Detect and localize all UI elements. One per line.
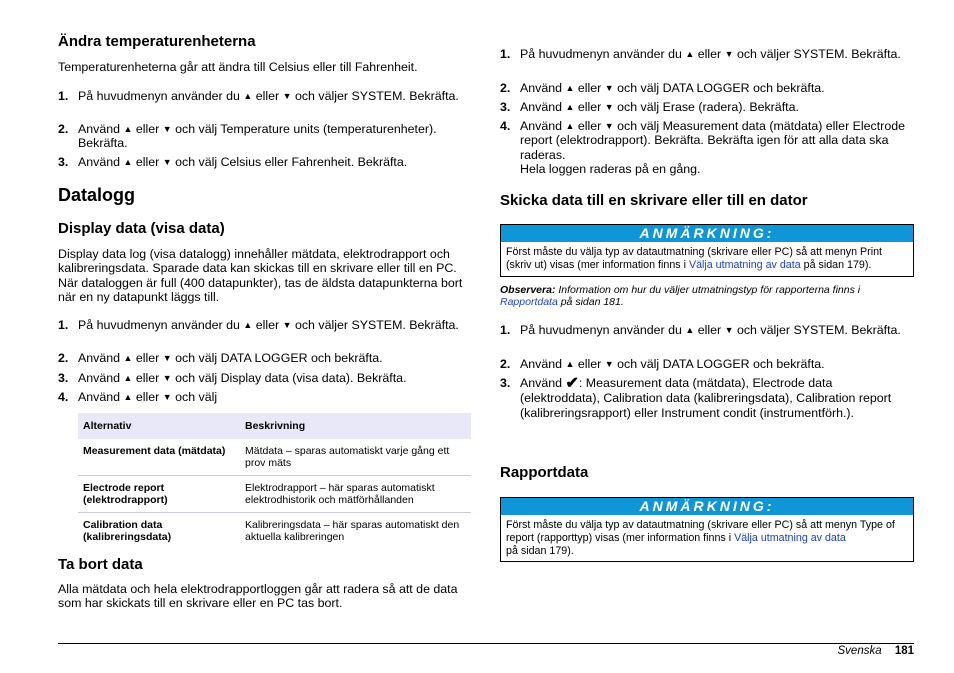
- table-header: Beskrivning: [240, 413, 471, 439]
- delete-text: Alla mätdata och hela elektrodrapportloggen går att radera så att de data som har skickats till en skrivare eller en PC tas bort.: [58, 582, 458, 611]
- page-number: 181: [894, 645, 914, 657]
- note-title: ANMÄRKNING:: [501, 498, 913, 515]
- arrow-down-icon: ▼: [162, 157, 172, 167]
- arrow-up-icon: ▲: [565, 102, 575, 112]
- table-row: Calibration data (kalibreringsdata) Kalibreringsdata – här sparas automatiskt den aktuella kalibreringen: [78, 513, 471, 550]
- arrow-up-icon: ▲: [243, 320, 253, 330]
- note-box: [500, 497, 914, 562]
- note-text: Först måste du välja typ av datautmatning (skrivare eller PC) så att menyn Type of report (rapporttyp) visas (mer information finns i Välja utmatning av data på sidan 179).: [506, 519, 895, 557]
- arrow-up-icon: ▲: [123, 392, 133, 402]
- arrow-up-icon: ▲: [685, 325, 695, 335]
- arrow-up-icon: ▲: [123, 124, 133, 134]
- arrow-up-icon: ▲: [243, 91, 253, 101]
- checkmark-icon: ✔: [565, 375, 579, 392]
- table-header: Alternativ: [78, 413, 240, 439]
- display-intro: Display data log (visa datalogg) innehåller mätdata, elektrodrapport och kalibreringsdata. Sparade data kan skickas till en skrivare eller till en PC. När dataloggen är full (400 datapunkter), tas de äldsta datapunkterna bort när en ny datapunkt läggs till.: [58, 247, 463, 305]
- link-valja-utmatning[interactable]: Välja utmatning av data: [734, 531, 846, 544]
- arrow-up-icon: ▲: [565, 359, 575, 369]
- arrow-down-icon: ▼: [724, 49, 734, 59]
- arrow-down-icon: ▼: [604, 102, 614, 112]
- list-item: 1. På huvudmenyn använder du ▲ eller ▼ och väljer SYSTEM. Bekräfta.: [500, 323, 901, 337]
- list-item: 3. Använd ▲ eller ▼ och välj Erase (radera). Bekräfta.: [500, 100, 799, 114]
- arrow-up-icon: ▲: [123, 157, 133, 167]
- list-item: 1. På huvudmenyn använder du ▲ eller ▼ och väljer SYSTEM. Bekräfta.: [58, 89, 459, 103]
- arrow-down-icon: ▼: [162, 373, 172, 383]
- note-title: ANMÄRKNING:: [501, 225, 913, 242]
- arrow-down-icon: ▼: [604, 83, 614, 93]
- heading-report-data: Rapportdata: [500, 464, 589, 481]
- arrow-up-icon: ▲: [123, 373, 133, 383]
- note-text: Först måste du välja typ av datautmatning (skrivare eller PC) så att menyn Print (skriv ut) visas (mer information finns i Välja utmatning av data på sidan 179).: [506, 246, 882, 271]
- arrow-down-icon: ▼: [604, 359, 614, 369]
- link-rapportdata[interactable]: Rapportdata: [500, 296, 558, 309]
- footer-language: Svenska: [837, 645, 882, 657]
- arrow-up-icon: ▲: [565, 83, 575, 93]
- list-item: 1. På huvudmenyn använder du ▲ eller ▼ och väljer SYSTEM. Bekräfta.: [58, 318, 459, 332]
- table-row: Electrode report (elektrodrapport) Elektrodrapport – här sparas automatiskt elektrodhistorik och mätförhållanden: [78, 476, 471, 513]
- table-row: Measurement data (mätdata) Mätdata – sparas automatiskt varje gång ett prov mäts: [83, 445, 450, 469]
- footer: [838, 645, 915, 657]
- arrow-down-icon: ▼: [724, 325, 734, 335]
- list-item: 4. Använd ▲ eller ▼ och välj Measurement data (mätdata) eller Electrode report (elektrodrapport). Bekräfta. Bekräfta igen för att alla data ska raderas. Hela loggen raderas på en gång.: [500, 119, 905, 177]
- heading-datalogg: Datalogg: [58, 185, 136, 205]
- list-item: 2. Använd ▲ eller ▼ och välj Temperature units (temperaturenheter). Bekräfta.: [58, 122, 437, 151]
- arrow-up-icon: ▲: [565, 121, 575, 131]
- list-item: 3. Använd ▲ eller ▼ och välj Display data (visa data). Bekräfta.: [58, 371, 407, 385]
- list-item: 4. Använd ▲ eller ▼ och välj: [58, 390, 218, 404]
- arrow-down-icon: ▼: [162, 124, 172, 134]
- list-item: 1. På huvudmenyn använder du ▲ eller ▼ och väljer SYSTEM. Bekräfta.: [500, 47, 901, 61]
- list-item: 2. Använd ▲ eller ▼ och välj DATA LOGGER och bekräfta.: [58, 351, 383, 365]
- arrow-down-icon: ▼: [282, 320, 292, 330]
- arrow-down-icon: ▼: [282, 91, 292, 101]
- temperature-intro: Temperaturenheterna går att ändra till Celsius eller till Fahrenheit.: [58, 60, 418, 74]
- heading-display-data: Display data (visa data): [58, 220, 225, 237]
- options-table: [78, 413, 471, 549]
- list-item: 3. Använd ✔: Measurement data (mätdata), Electrode data (elektroddata), Calibration data (kalibreringsdata), Calibration report (kalibreringsrapport) eller Instrument condit (instrumentförh.).: [500, 375, 892, 420]
- arrow-up-icon: ▲: [685, 49, 695, 59]
- note-box: [500, 224, 914, 277]
- heading-delete-data: Ta bort data: [58, 556, 143, 573]
- arrow-down-icon: ▼: [604, 121, 614, 131]
- arrow-down-icon: ▼: [162, 353, 172, 363]
- list-item: 2. Använd ▲ eller ▼ och välj DATA LOGGER och bekräfta.: [500, 81, 825, 95]
- heading-temperature-units: Ändra temperaturenheterna: [58, 33, 256, 50]
- arrow-down-icon: ▼: [162, 392, 172, 402]
- link-valja-utmatning[interactable]: Välja utmatning av data: [688, 258, 801, 271]
- observation-note: Observera: Information om hur du väljer utmatningstyp för rapporterna finns i Rapportdata på sidan 181.: [500, 284, 861, 309]
- heading-send-data: Skicka data till en skrivare eller till en dator: [500, 192, 808, 209]
- footer-divider: [58, 643, 914, 644]
- list-item: 2. Använd ▲ eller ▼ och välj DATA LOGGER och bekräfta.: [500, 357, 825, 371]
- list-item: 3. Använd ▲ eller ▼ och välj Celsius eller Fahrenheit. Bekräfta.: [58, 155, 408, 169]
- arrow-up-icon: ▲: [123, 353, 133, 363]
